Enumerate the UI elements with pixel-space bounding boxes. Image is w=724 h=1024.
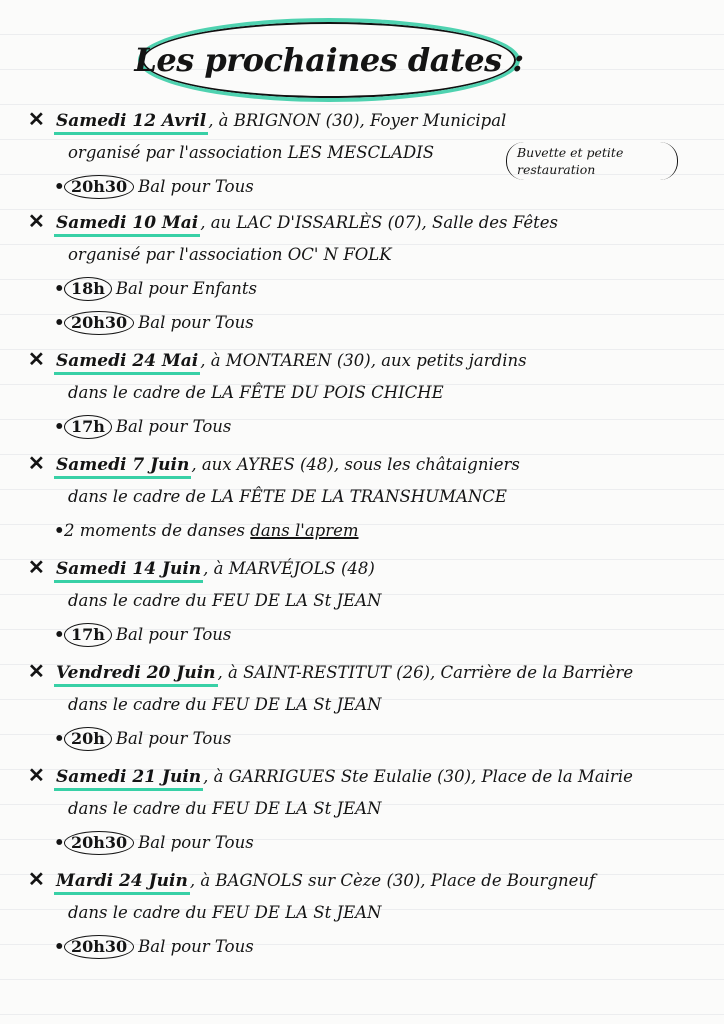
event-item-text: Bal pour Tous bbox=[138, 313, 254, 332]
event-date: Mardi 24 Juin bbox=[54, 870, 190, 895]
event-item-text: Bal pour Tous bbox=[138, 177, 254, 196]
bullet-icon: • bbox=[54, 729, 65, 748]
event-item bbox=[28, 618, 708, 652]
bullet-icon: • bbox=[54, 937, 65, 956]
event-item bbox=[28, 930, 708, 964]
event-4 bbox=[28, 446, 708, 548]
bullet-icon: • bbox=[54, 625, 65, 644]
event-context: organisé par l'association LES MESCLADIS bbox=[68, 143, 435, 162]
event-location: , à MARVÉJOLS (48) bbox=[203, 559, 375, 578]
event-item-text: Bal pour Tous bbox=[115, 729, 232, 748]
event-3 bbox=[28, 342, 708, 444]
event-time: 17h bbox=[64, 415, 112, 439]
event-header bbox=[28, 862, 708, 896]
event-date: Samedi 7 Juin bbox=[54, 454, 191, 479]
bullet-icon: • bbox=[54, 833, 65, 852]
event-time: 20h30 bbox=[64, 311, 134, 335]
bullet-icon: • bbox=[54, 279, 65, 298]
event-location: , aux AYRES (48), sous les châtaigniers bbox=[191, 455, 520, 474]
event-context: organisé par l'association OC' N FOLK bbox=[68, 245, 392, 264]
event-item-text: 2 moments de danses bbox=[64, 521, 246, 540]
event-header bbox=[28, 550, 708, 584]
event-location: , à GARRIGUES Ste Eulalie (30), Place de la Mairie bbox=[203, 767, 633, 786]
event-context: dans le cadre du FEU DE LA St JEAN bbox=[68, 799, 382, 818]
event-time: 20h30 bbox=[64, 935, 134, 959]
event-time: 20h30 bbox=[64, 831, 134, 855]
event-item-text: Bal pour Tous bbox=[138, 833, 254, 852]
cross-icon: ✕ bbox=[28, 107, 45, 131]
event-location: , à SAINT-RESTITUT (26), Carrière de la Barrière bbox=[217, 663, 634, 682]
event-8 bbox=[28, 862, 708, 964]
event-item-text: Bal pour Tous bbox=[115, 417, 232, 436]
event-date: Vendredi 20 Juin bbox=[54, 662, 218, 687]
event-context: dans le cadre du FEU DE LA St JEAN bbox=[68, 695, 382, 714]
event-item bbox=[28, 722, 708, 756]
event-location: , à MONTAREN (30), aux petits jardins bbox=[200, 351, 527, 370]
event-context: dans le cadre de LA FÊTE DU POIS CHICHE bbox=[68, 383, 444, 402]
cross-icon: ✕ bbox=[28, 555, 45, 579]
event-item bbox=[28, 826, 708, 860]
event-item-extra: dans l'aprem bbox=[250, 521, 359, 540]
event-item bbox=[28, 170, 708, 204]
event-location: , au LAC D'ISSARLÈS (07), Salle des Fêtes bbox=[200, 213, 558, 232]
bullet-icon: • bbox=[54, 417, 65, 436]
cross-icon: ✕ bbox=[28, 763, 45, 787]
event-header bbox=[28, 654, 708, 688]
event-date: Samedi 12 Avril bbox=[54, 110, 208, 135]
bullet-icon: • bbox=[54, 313, 65, 332]
event-context: dans le cadre du FEU DE LA St JEAN bbox=[68, 591, 382, 610]
event-item bbox=[28, 514, 708, 548]
event-date: Samedi 14 Juin bbox=[54, 558, 203, 583]
event-header bbox=[28, 204, 708, 238]
event-item bbox=[28, 272, 708, 306]
event-header bbox=[28, 446, 708, 480]
event-7 bbox=[28, 758, 708, 860]
event-item bbox=[28, 410, 708, 444]
cross-icon: ✕ bbox=[28, 659, 45, 683]
event-item-text: Bal pour Enfants bbox=[115, 279, 257, 298]
event-time: 17h bbox=[64, 623, 112, 647]
event-date: Samedi 21 Juin bbox=[54, 766, 203, 791]
event-6 bbox=[28, 654, 708, 756]
event-header bbox=[28, 342, 708, 376]
event-date: Samedi 10 Mai bbox=[54, 212, 200, 237]
note-buvette: Buvette et petite restauration bbox=[506, 142, 678, 180]
event-time: 18h bbox=[64, 277, 112, 301]
cross-icon: ✕ bbox=[28, 209, 45, 233]
event-item-text: Bal pour Tous bbox=[138, 937, 254, 956]
event-context: dans le cadre du FEU DE LA St JEAN bbox=[68, 903, 382, 922]
cross-icon: ✕ bbox=[28, 867, 45, 891]
page-title: Les prochaines dates : bbox=[134, 41, 524, 79]
cross-icon: ✕ bbox=[28, 347, 45, 371]
event-date: Samedi 24 Mai bbox=[54, 350, 200, 375]
event-location: , à BRIGNON (30), Foyer Municipal bbox=[208, 111, 507, 130]
event-header bbox=[28, 758, 708, 792]
bullet-icon: • bbox=[54, 177, 65, 196]
event-1 bbox=[28, 102, 708, 204]
title-oval bbox=[134, 18, 524, 102]
event-time: 20h bbox=[64, 727, 112, 751]
bullet-icon: • bbox=[54, 521, 65, 540]
event-context: dans le cadre de LA FÊTE DE LA TRANSHUMANCE bbox=[68, 487, 507, 506]
event-item-text: Bal pour Tous bbox=[115, 625, 232, 644]
event-location: , à BAGNOLS sur Cèze (30), Place de Bourgneuf bbox=[189, 871, 596, 890]
cross-icon: ✕ bbox=[28, 451, 45, 475]
event-time: 20h30 bbox=[64, 175, 134, 199]
event-header bbox=[28, 102, 708, 136]
event-item bbox=[28, 306, 708, 340]
event-2 bbox=[28, 204, 708, 340]
event-5 bbox=[28, 550, 708, 652]
